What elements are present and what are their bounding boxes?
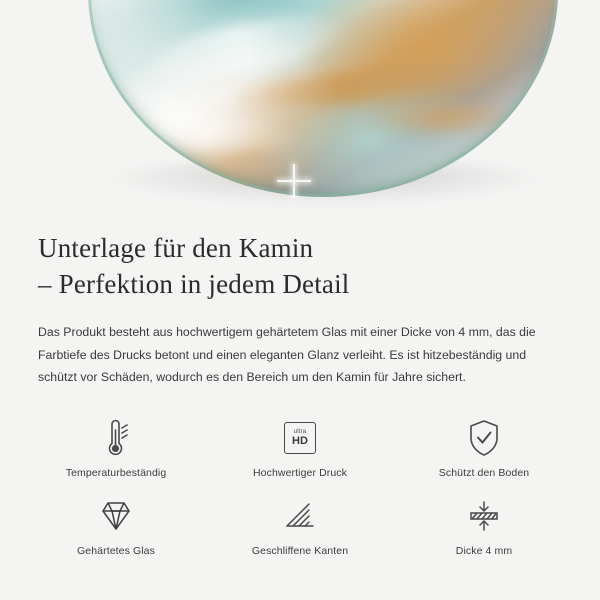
shield-check-icon [467, 415, 501, 461]
feature-label: Schützt den Boden [438, 467, 530, 480]
diamond-icon [97, 493, 135, 539]
text-block [0, 215, 600, 389]
headline-line-1: Unterlage für den Kamin [38, 233, 314, 263]
feature-item-tempered-glass [24, 493, 208, 571]
feature-label: Geschliffene Kanten [251, 545, 349, 558]
hero-image [0, 0, 600, 215]
feature-item-floor-protection [392, 415, 576, 493]
headline-line-2: – Perfektion in jedem Detail [38, 268, 350, 299]
feature-label: Gehärtetes Glas [77, 545, 155, 558]
feature-label: Temperaturbeständig [65, 467, 167, 480]
feature-item-print-quality [208, 415, 392, 493]
feature-item-polished-edges [208, 493, 392, 571]
thickness-icon [466, 493, 502, 539]
ultra-hd-badge-bottom: HD [292, 435, 308, 448]
feature-label: Hochwertiger Druck [253, 467, 347, 480]
ultra-hd-icon [284, 415, 316, 461]
sparkle-icon [277, 164, 311, 198]
feature-item-temperature [24, 415, 208, 493]
polished-edges-icon [283, 493, 317, 539]
thermometer-icon [99, 415, 133, 461]
description-paragraph: Das Produkt besteht aus hochwertigem gehärtetem Glas mit einer Dicke von 4 mm, das die Farbtiefe des Drucks betont und einen eleganten Glanz verleiht. Es ist hitzebeständig und schützt vor Schäden, wodurch es den Bereich um den Kamin für Jahre sichert. [38, 324, 536, 385]
feature-item-thickness [392, 493, 576, 571]
page-title [38, 231, 562, 303]
feature-grid [0, 415, 600, 571]
feature-label: Dicke 4 mm [455, 545, 513, 558]
ultra-hd-badge-top: ultra [293, 429, 307, 436]
